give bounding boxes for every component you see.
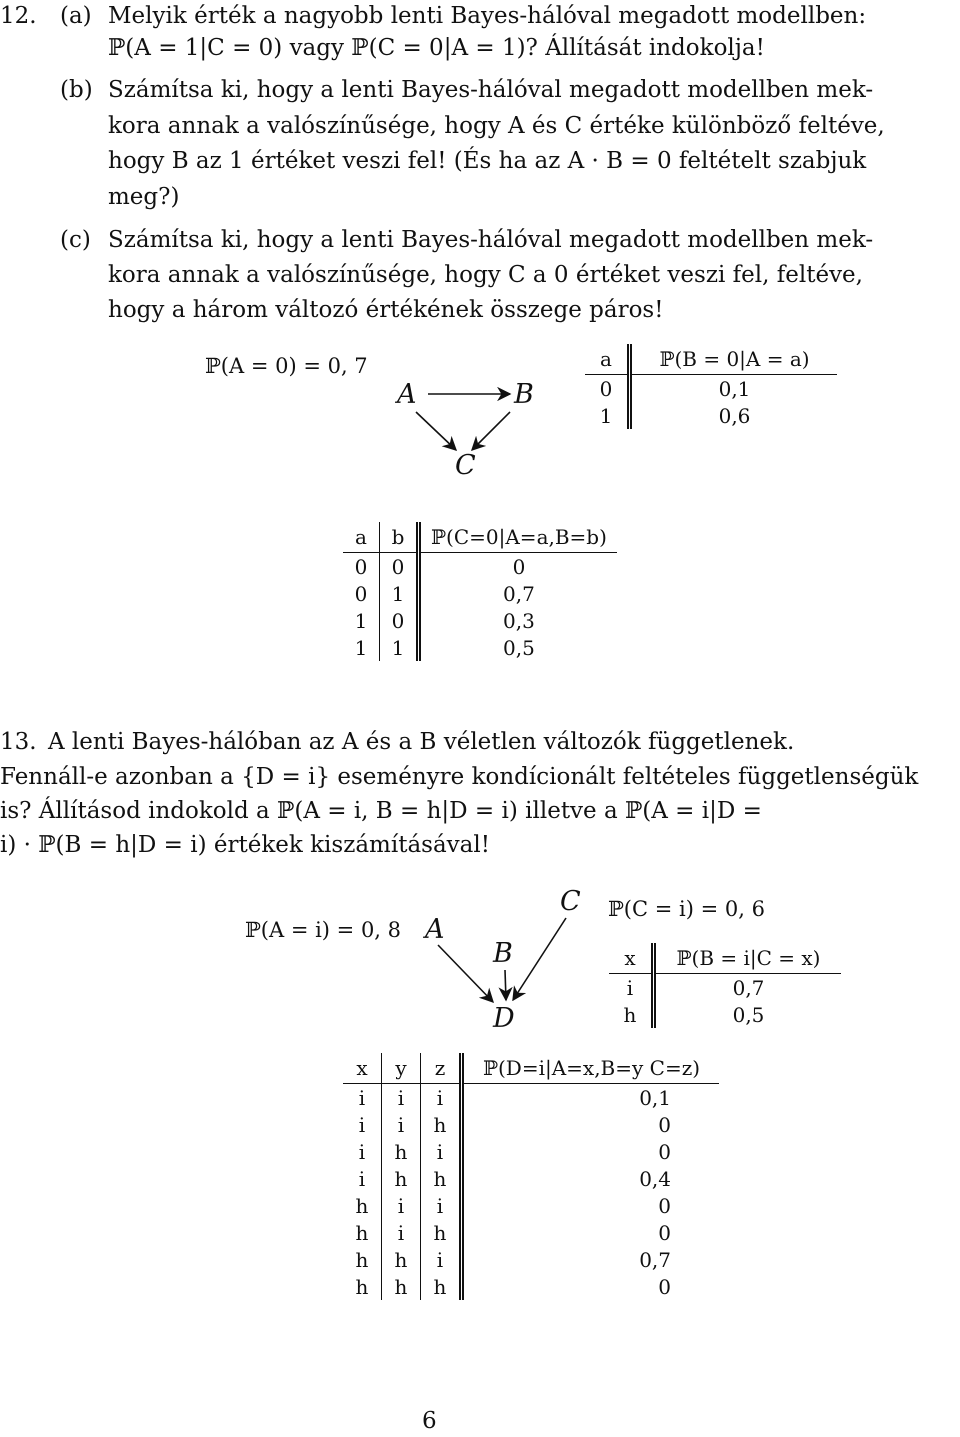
prior-a-12: ℙ(A = 0) = 0, 7 bbox=[205, 354, 368, 378]
cell: i bbox=[382, 1219, 421, 1246]
cell: i bbox=[343, 1165, 382, 1192]
cpt-b13-header-x: x bbox=[609, 943, 654, 974]
table-row bbox=[343, 1246, 719, 1273]
cell: h bbox=[421, 1111, 462, 1138]
problem-13-line-4: i) · ℙ(B = h|D = i) értékek kiszámításával! bbox=[0, 832, 490, 858]
table-row bbox=[343, 1165, 719, 1192]
cell: i bbox=[382, 1084, 421, 1112]
cell: 0 bbox=[380, 607, 419, 634]
node-b-12: B bbox=[514, 379, 534, 410]
table-row bbox=[343, 1273, 719, 1300]
cell: h bbox=[343, 1273, 382, 1300]
table-row bbox=[343, 607, 617, 634]
part-a-label: (a) bbox=[60, 3, 92, 29]
cell: 0 bbox=[658, 1139, 671, 1164]
table-row bbox=[609, 974, 841, 1002]
cpt-b-given-c bbox=[609, 943, 841, 1028]
part-c-label: (c) bbox=[60, 227, 91, 253]
part-c-line-1: Számítsa ki, hogy a lenti Bayes-hálóval megadott modellben mek- bbox=[108, 227, 874, 253]
cell: h bbox=[382, 1273, 421, 1300]
prior-a-13: ℙ(A = i) = 0, 8 bbox=[245, 918, 402, 942]
node-a-13: A bbox=[425, 914, 445, 945]
cell: i bbox=[421, 1084, 462, 1112]
cell: 0,7 bbox=[639, 1247, 671, 1272]
cell: 0 bbox=[343, 553, 380, 581]
problem-13-number: 13. bbox=[0, 729, 37, 755]
table-row bbox=[343, 1111, 719, 1138]
cpt-d-header-x: x bbox=[343, 1053, 382, 1084]
node-a-12: A bbox=[397, 379, 417, 410]
part-a-line-2: ℙ(A = 1|C = 0) vagy ℙ(C = 0|A = 1)? Állítását indokolja! bbox=[108, 35, 765, 61]
cpt-c-header-b: b bbox=[380, 522, 419, 553]
cpt-b-header-a: a bbox=[585, 344, 630, 375]
cpt-d-header-y: y bbox=[382, 1053, 421, 1084]
table-row bbox=[585, 375, 837, 403]
cell: 1 bbox=[343, 634, 380, 661]
cell: 0 bbox=[658, 1112, 671, 1137]
cell: i bbox=[421, 1138, 462, 1165]
cell: 0,7 bbox=[503, 581, 535, 606]
node-b-13: B bbox=[493, 938, 513, 969]
cell: 0 bbox=[380, 553, 419, 581]
part-b-line-3: hogy B az 1 értéket veszi fel! (És ha az A · B = 0 feltételt szabjuk bbox=[108, 148, 867, 174]
part-b-line-4: meg?) bbox=[108, 184, 180, 210]
part-c-line-2: kora annak a valószínűsége, hogy C a 0 értéket veszi fel, feltéve, bbox=[108, 262, 863, 288]
cell: i bbox=[343, 1111, 382, 1138]
cell: i bbox=[382, 1192, 421, 1219]
cell: h bbox=[382, 1246, 421, 1273]
cell: 0,1 bbox=[639, 1085, 671, 1110]
cpt-d-header-z: z bbox=[421, 1053, 462, 1084]
part-b-label: (b) bbox=[60, 77, 93, 103]
table-row bbox=[343, 1192, 719, 1219]
table-row bbox=[585, 402, 837, 429]
table-row bbox=[343, 580, 617, 607]
edge-a-d-13 bbox=[438, 945, 493, 1002]
cell: 0,6 bbox=[718, 403, 751, 428]
cpt-c-header-prob: ℙ(C=0|A=a,B=b) bbox=[419, 522, 617, 553]
cell: i bbox=[382, 1111, 421, 1138]
cell: h bbox=[343, 1246, 382, 1273]
part-c-line-3: hogy a három változó értékének összege páros! bbox=[108, 297, 664, 323]
cpt-d-given-abc bbox=[343, 1053, 719, 1300]
prior-c-13: ℙ(C = i) = 0, 6 bbox=[608, 897, 765, 921]
problem-13-line-3: is? Állításod indokold a ℙ(A = i, B = h|D = i) illetve a ℙ(A = i|D = bbox=[0, 798, 762, 824]
edge-b-d-13 bbox=[505, 970, 506, 1000]
cell: 0,4 bbox=[639, 1166, 671, 1191]
cell: 1 bbox=[380, 634, 419, 661]
cell: 0,7 bbox=[732, 975, 765, 1000]
cell: 0 bbox=[658, 1274, 671, 1299]
cell: i bbox=[343, 1138, 382, 1165]
cpt-b13-header-prob: ℙ(B = i|C = x) bbox=[654, 943, 842, 974]
table-row bbox=[343, 634, 617, 661]
edge-c-d-13 bbox=[513, 918, 566, 1000]
cell: h bbox=[421, 1219, 462, 1246]
edge-b-c-12 bbox=[472, 412, 510, 450]
cell: 0,5 bbox=[503, 635, 535, 660]
cpt-b-header-prob: ℙ(B = 0|A = a) bbox=[630, 344, 838, 375]
table-row bbox=[343, 1138, 719, 1165]
page-number: 6 bbox=[422, 1408, 437, 1434]
cpt-d-header-prob: ℙ(D=i|A=x,B=y C=z) bbox=[462, 1053, 720, 1084]
cpt-c-given-ab bbox=[343, 522, 617, 661]
cell: 0,3 bbox=[503, 608, 535, 633]
node-c-13: C bbox=[560, 886, 581, 917]
cell: h bbox=[343, 1192, 382, 1219]
problem-13-line-1: A lenti Bayes-hálóban az A és a B véletlen változók függetlenek. bbox=[48, 729, 795, 755]
cell: 0 bbox=[658, 1220, 671, 1245]
problem-12-number: 12. bbox=[0, 3, 37, 29]
cell: h bbox=[421, 1273, 462, 1300]
cell: 1 bbox=[343, 607, 380, 634]
cell: h bbox=[421, 1165, 462, 1192]
cpt-b-given-a bbox=[585, 344, 837, 429]
problem-13-line-2: Fennáll-e azonban a {D = i} eseményre kondícionált feltételes függetlenségük bbox=[0, 764, 919, 790]
cell: 0 bbox=[585, 375, 630, 403]
cell: 0 bbox=[658, 1193, 671, 1218]
cpt-c-header-a: a bbox=[343, 522, 380, 553]
cell: i bbox=[421, 1192, 462, 1219]
part-b-line-1: Számítsa ki, hogy a lenti Bayes-hálóval megadott modellben mek- bbox=[108, 77, 874, 103]
table-row bbox=[343, 1084, 719, 1112]
cell: 0,5 bbox=[732, 1002, 765, 1027]
cell: i bbox=[609, 974, 654, 1002]
node-c-12: C bbox=[455, 450, 476, 481]
cell: h bbox=[343, 1219, 382, 1246]
table-row bbox=[343, 553, 617, 581]
cell: i bbox=[343, 1084, 382, 1112]
cell: 1 bbox=[585, 402, 630, 429]
table-row bbox=[343, 1219, 719, 1246]
cell: 0 bbox=[512, 554, 526, 579]
cell: i bbox=[421, 1246, 462, 1273]
cell: h bbox=[609, 1001, 654, 1028]
cell: 1 bbox=[380, 580, 419, 607]
table-row bbox=[609, 1001, 841, 1028]
edge-a-c-12 bbox=[416, 412, 456, 450]
part-a-line-1: Melyik érték a nagyobb lenti Bayes-hálóval megadott modellben: bbox=[108, 3, 867, 29]
cell: h bbox=[382, 1165, 421, 1192]
cell: h bbox=[382, 1138, 421, 1165]
part-b-line-2: kora annak a valószínűsége, hogy A és C értéke különböző feltéve, bbox=[108, 113, 885, 139]
cell: 0 bbox=[343, 580, 380, 607]
cell: 0,1 bbox=[718, 376, 751, 401]
node-d-13: D bbox=[493, 1003, 515, 1034]
